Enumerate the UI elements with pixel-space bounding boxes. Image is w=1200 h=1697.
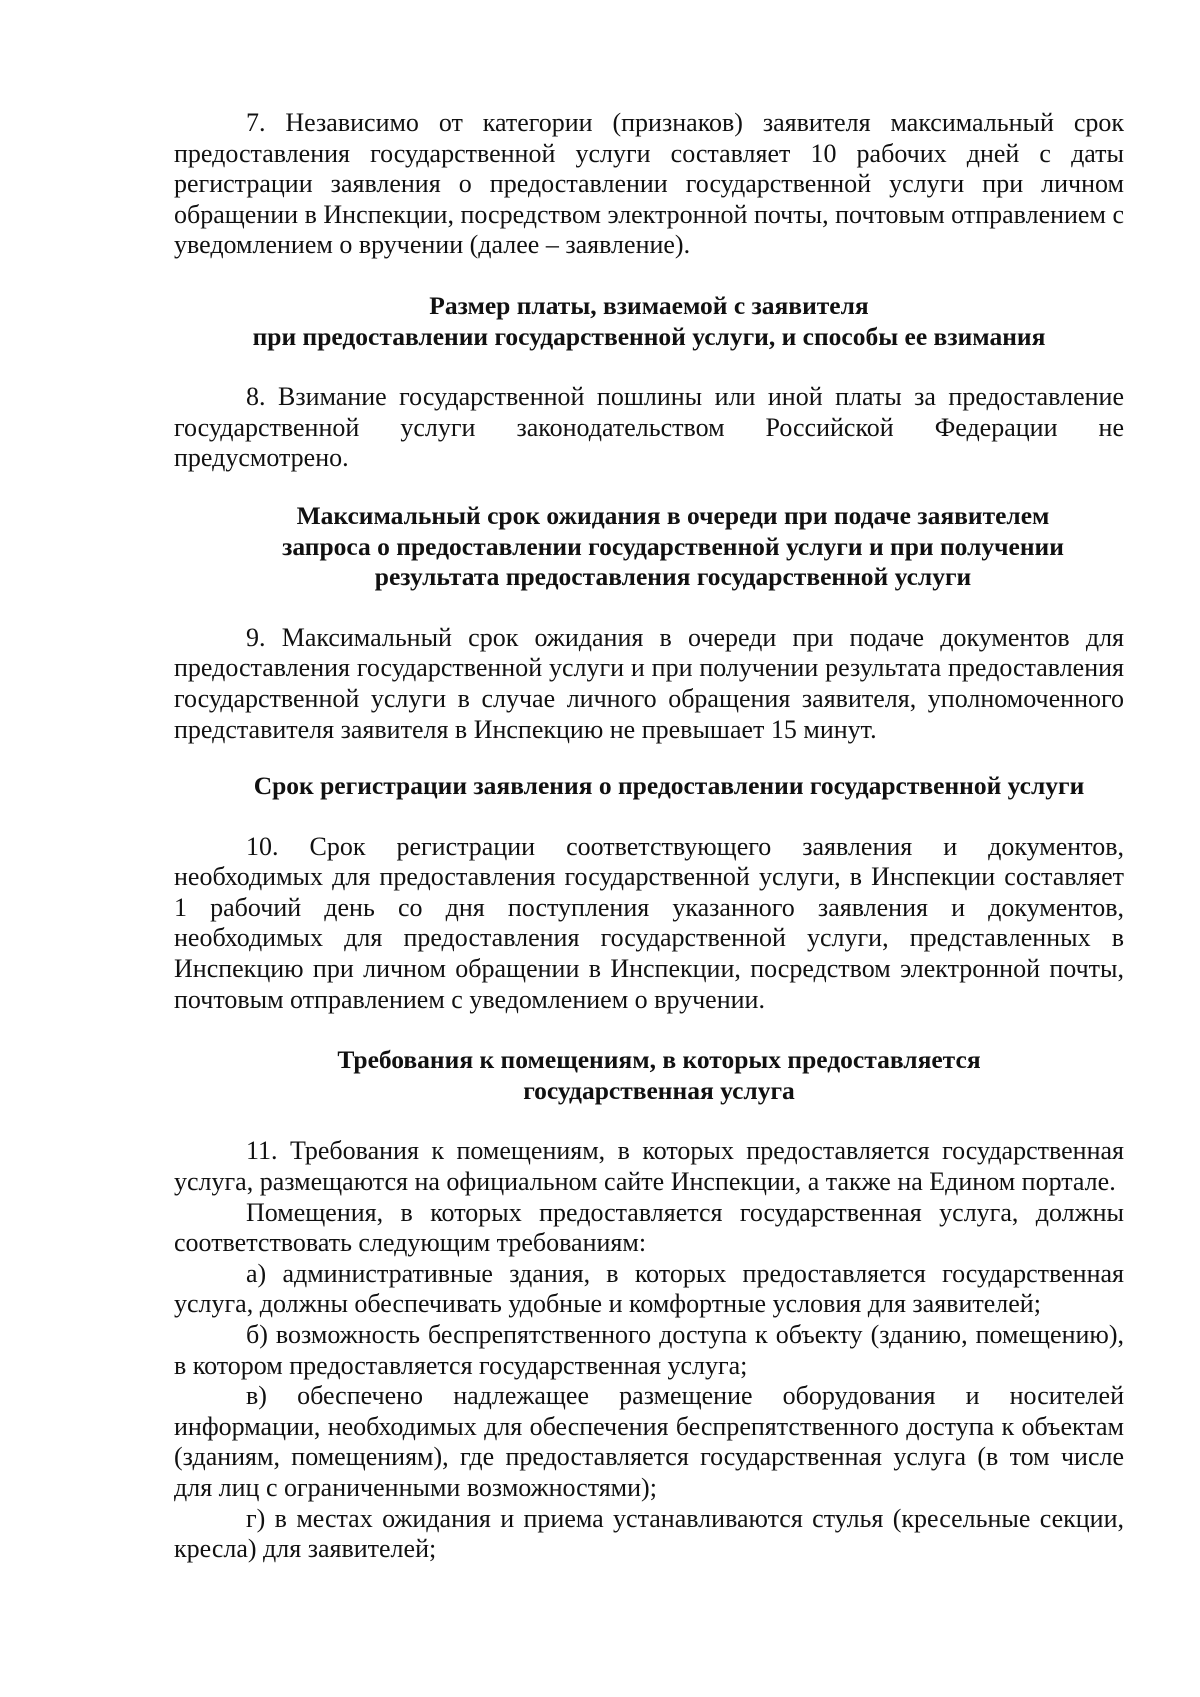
heading-registration: Срок регистрации заявления о предоставлении государственной услуги: [253, 771, 1085, 801]
paragraph-7: 7. Независимо от категории (признаков) заявителя максимальный срок предоставления государственной услуги составляет 10 рабочих дней с даты регистрации заявления о предоставлении государственной услуги при личном обращении в Инспекции, посредством электронной почты, почтовым отправлением с уведомлением о вручении (далее – заявление).: [174, 108, 1124, 260]
heading-queue-line-3: результата предоставления государственной услуги: [374, 562, 972, 592]
paragraph-11: 11. Требования к помещениям, в которых предоставляется государственная услуга, размещаются на официальном сайте Инспекции, а также на Едином портале.: [174, 1136, 1124, 1197]
heading-rooms-line-1: Требования к помещениям, в которых предоставляется: [337, 1045, 981, 1075]
list-item-g: г) в местах ожидания и приема устанавливаются стулья (кресельные секции, кресла) для заявителей;: [174, 1503, 1124, 1564]
list-item-b: б) возможность беспрепятственного доступа к объекту (зданию, помещению), в котором предоставляется государственная услуга;: [174, 1320, 1124, 1380]
heading-fee-line-2: при предоставлении государственной услуги, и способы ее взимания: [252, 321, 1046, 351]
heading-rooms: [174, 1045, 1124, 1106]
heading-queue-line-1: Максимальный срок ожидания в очереди при подаче заявителем: [296, 500, 1050, 530]
heading-fee-line-1: Размер платы, взимаемой с заявителя: [429, 290, 869, 320]
document-body: [174, 108, 1124, 1565]
heading-rooms-line-2: государственная услуга: [523, 1075, 795, 1105]
paragraph-10: 10. Срок регистрации соответствующего заявления и документов, необходимых для предоставления государственной услуги, в Инспекции составляет 1 рабочий день со дня поступления указанного заявления и документов, необходимых для предоставления государственной услуги, представленных в Инспекцию при личном обращении в Инспекции, посредством электронной почты, почтовым отправлением с уведомлением о вручении.: [174, 831, 1124, 1014]
heading-queue: [174, 501, 1124, 593]
heading-queue-line-2: запроса о предоставлении государственной услуги и при получении: [282, 531, 1064, 561]
paragraph-rooms-intro: Помещения, в которых предоставляется государственная услуга, должны соответствовать следующим требованиям:: [174, 1197, 1124, 1258]
heading-fee: [174, 291, 1124, 352]
list-item-a: а) административные здания, в которых предоставляется государственная услуга, должны обеспечивать удобные и комфортные условия для заявителей;: [174, 1258, 1124, 1319]
list-item-v: в) обеспечено надлежащее размещение оборудования и носителей информации, необходимых для обеспечения беспрепятственного доступа к объектам (зданиям, помещениям), где предоставляется государственная услуга (в том числе для лиц с ограниченными возможностями);: [174, 1381, 1124, 1502]
paragraph-8: 8. Взимание государственной пошлины или иной платы за предоставление государственной услуги законодательством Российской Федерации не предусмотрено.: [174, 382, 1124, 473]
paragraph-9: 9. Максимальный срок ожидания в очереди при подаче документов для предоставления государственной услуги и при получении результата предоставления государственной услуги в случае личного обращения заявителя, уполномоченного представителя заявителя в Инспекцию не превышает 15 минут.: [174, 622, 1124, 744]
